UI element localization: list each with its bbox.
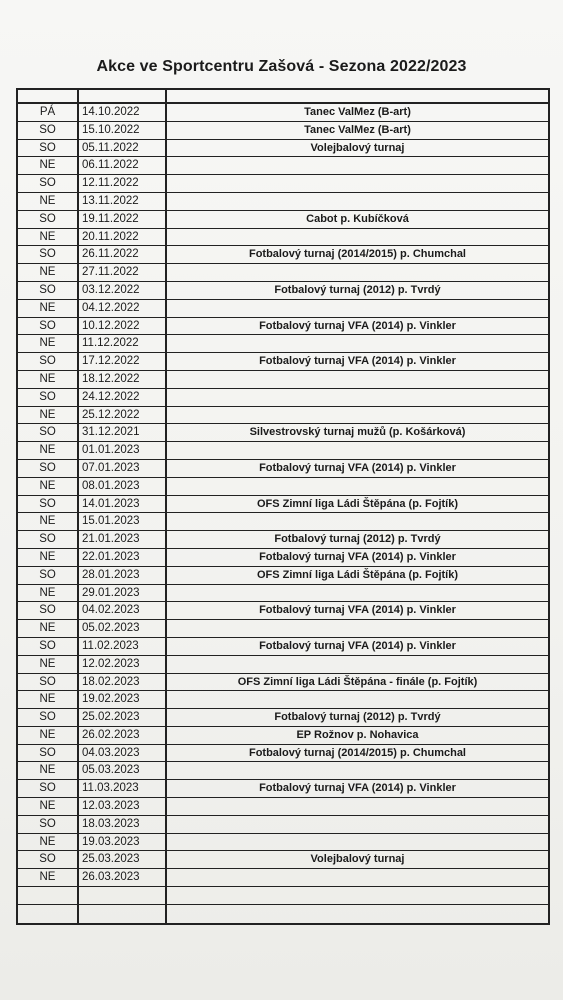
event-cell (167, 691, 548, 708)
table-row (18, 157, 548, 175)
table-row (18, 567, 548, 585)
table-row (18, 602, 548, 620)
event-cell (167, 157, 548, 174)
event-cell: Fotbalový turnaj VFA (2014) p. Vinkler (259, 319, 456, 332)
date-cell (79, 905, 167, 923)
table-row (18, 460, 548, 478)
table-row (18, 264, 548, 282)
date-cell: 11.02.2023 (79, 638, 167, 655)
table-row (18, 691, 548, 709)
date-cell: 03.12.2022 (79, 282, 167, 299)
schedule-table (16, 88, 550, 925)
table-row (18, 549, 548, 567)
event-cell (167, 887, 548, 904)
date-cell: 25.03.2023 (79, 851, 167, 868)
day-cell: SO (18, 122, 79, 139)
day-cell: NE (18, 264, 79, 281)
day-cell: PÁ (18, 104, 79, 121)
date-cell: 11.12.2022 (79, 335, 167, 352)
table-header-row (18, 90, 548, 104)
table-row (18, 478, 548, 496)
event-cell (167, 264, 548, 281)
table-row (18, 762, 548, 780)
day-cell: SO (18, 389, 79, 406)
day-cell: SO (18, 460, 79, 477)
table-row (18, 122, 548, 140)
table-row (18, 656, 548, 674)
table-row (18, 104, 548, 122)
event-cell: OFS Zimní liga Ládi Štěpána - finále (p. Fojtík) (237, 675, 478, 688)
day-cell: SO (18, 140, 79, 157)
day-cell: NE (18, 762, 79, 779)
table-row (18, 442, 548, 460)
date-cell: 05.02.2023 (79, 620, 167, 637)
event-cell: Fotbalový turnaj VFA (2014) p. Vinkler (259, 604, 456, 617)
date-cell: 13.11.2022 (79, 193, 167, 210)
date-cell: 26.11.2022 (79, 246, 167, 263)
date-cell (79, 887, 167, 904)
day-cell: NE (18, 691, 79, 708)
table-row (18, 816, 548, 834)
table-row (18, 905, 548, 923)
date-cell: 18.02.2023 (79, 674, 167, 691)
header-date-cell (79, 90, 167, 102)
day-cell: NE (18, 193, 79, 210)
date-cell: 14.01.2023 (79, 496, 167, 513)
day-cell: NE (18, 229, 79, 246)
date-cell: 08.01.2023 (79, 478, 167, 495)
event-cell (167, 585, 548, 602)
day-cell: SO (18, 674, 79, 691)
day-cell: SO (18, 851, 79, 868)
day-cell: NE (18, 656, 79, 673)
event-cell (167, 762, 548, 779)
table-row (18, 424, 548, 442)
date-cell: 19.11.2022 (79, 211, 167, 228)
date-cell: 29.01.2023 (79, 585, 167, 602)
event-cell: Fotbalový turnaj VFA (2014) p. Vinkler (259, 461, 456, 474)
table-row (18, 229, 548, 247)
event-cell: Fotbalový turnaj (2014/2015) p. Chumchal (248, 248, 466, 261)
day-cell (18, 887, 79, 904)
event-cell: Volejbalový turnaj (310, 853, 405, 866)
table-body (18, 104, 548, 923)
day-cell: NE (18, 798, 79, 815)
date-cell: 11.03.2023 (79, 780, 167, 797)
day-cell: SO (18, 709, 79, 726)
event-cell: Fotbalový turnaj (2014/2015) p. Chumchal (248, 746, 466, 759)
date-cell: 24.12.2022 (79, 389, 167, 406)
table-row (18, 353, 548, 371)
table-row (18, 513, 548, 531)
date-cell: 06.11.2022 (79, 157, 167, 174)
date-cell: 26.03.2023 (79, 869, 167, 886)
event-cell (167, 335, 548, 352)
table-row (18, 709, 548, 727)
date-cell: 04.12.2022 (79, 300, 167, 317)
day-cell: NE (18, 585, 79, 602)
date-cell: 15.01.2023 (79, 513, 167, 530)
day-cell: SO (18, 246, 79, 263)
event-cell (167, 905, 548, 923)
day-cell: SO (18, 175, 79, 192)
day-cell (18, 905, 79, 923)
date-cell: 22.01.2023 (79, 549, 167, 566)
event-cell (167, 229, 548, 246)
date-cell: 07.01.2023 (79, 460, 167, 477)
day-cell: SO (18, 496, 79, 513)
table-row (18, 745, 548, 763)
date-cell: 15.10.2022 (79, 122, 167, 139)
table-row (18, 887, 548, 905)
event-cell: EP Rožnov p. Nohavica (296, 728, 419, 741)
date-cell: 12.02.2023 (79, 656, 167, 673)
event-cell: Fotbalový turnaj VFA (2014) p. Vinkler (259, 355, 456, 368)
event-cell (167, 513, 548, 530)
day-cell: NE (18, 335, 79, 352)
event-cell: OFS Zimní liga Ládi Štěpána (p. Fojtík) (256, 568, 459, 581)
date-cell: 31.12.2021 (79, 424, 167, 441)
day-cell: NE (18, 300, 79, 317)
header-day-cell (18, 90, 79, 102)
date-cell: 04.02.2023 (79, 602, 167, 619)
day-cell: NE (18, 834, 79, 851)
table-row (18, 674, 548, 692)
event-cell (167, 442, 548, 459)
day-cell: SO (18, 211, 79, 228)
date-cell: 28.01.2023 (79, 567, 167, 584)
event-cell (167, 620, 548, 637)
table-row (18, 834, 548, 852)
event-cell: Fotbalový turnaj VFA (2014) p. Vinkler (259, 639, 456, 652)
event-cell: Fotbalový turnaj (2012) p. Tvrdý (274, 533, 441, 546)
event-cell (167, 407, 548, 424)
day-cell: SO (18, 602, 79, 619)
event-cell (167, 175, 548, 192)
date-cell: 25.12.2022 (79, 407, 167, 424)
date-cell: 27.11.2022 (79, 264, 167, 281)
date-cell: 10.12.2022 (79, 318, 167, 335)
header-event-cell (167, 90, 548, 102)
table-row (18, 798, 548, 816)
day-cell: NE (18, 549, 79, 566)
date-cell: 26.02.2023 (79, 727, 167, 744)
day-cell: NE (18, 478, 79, 495)
event-cell: Silvestrovský turnaj mužů (p. Košárková) (249, 426, 466, 439)
day-cell: NE (18, 513, 79, 530)
event-cell: Fotbalový turnaj VFA (2014) p. Vinkler (259, 782, 456, 795)
table-row (18, 780, 548, 798)
event-cell (167, 869, 548, 886)
table-row (18, 193, 548, 211)
table-row (18, 318, 548, 336)
event-cell: Tanec ValMez (B-art) (304, 123, 411, 136)
table-row (18, 869, 548, 887)
event-cell: Cabot p. Kubíčková (306, 212, 409, 225)
event-cell: Fotbalový turnaj (2012) p. Tvrdý (274, 711, 441, 724)
table-row (18, 638, 548, 656)
event-cell (167, 193, 548, 210)
day-cell: NE (18, 407, 79, 424)
event-cell: Volejbalový turnaj (310, 141, 405, 154)
event-cell (167, 371, 548, 388)
date-cell: 18.03.2023 (79, 816, 167, 833)
event-cell (167, 478, 548, 495)
table-row (18, 585, 548, 603)
event-cell (167, 300, 548, 317)
day-cell: SO (18, 816, 79, 833)
day-cell: SO (18, 745, 79, 762)
event-cell (167, 389, 548, 406)
table-row (18, 389, 548, 407)
date-cell: 20.11.2022 (79, 229, 167, 246)
day-cell: SO (18, 282, 79, 299)
table-row (18, 140, 548, 158)
table-row (18, 371, 548, 389)
event-cell: OFS Zimní liga Ládi Štěpána (p. Fojtík) (256, 497, 459, 510)
day-cell: NE (18, 157, 79, 174)
table-row (18, 211, 548, 229)
date-cell: 17.12.2022 (79, 353, 167, 370)
day-cell: SO (18, 638, 79, 655)
date-cell: 19.03.2023 (79, 834, 167, 851)
day-cell: NE (18, 727, 79, 744)
day-cell: NE (18, 371, 79, 388)
day-cell: SO (18, 531, 79, 548)
date-cell: 14.10.2022 (79, 104, 167, 121)
table-row (18, 335, 548, 353)
table-row (18, 246, 548, 264)
day-cell: SO (18, 424, 79, 441)
date-cell: 12.03.2023 (79, 798, 167, 815)
day-cell: SO (18, 567, 79, 584)
date-cell: 18.12.2022 (79, 371, 167, 388)
table-row (18, 727, 548, 745)
day-cell: NE (18, 620, 79, 637)
day-cell: SO (18, 318, 79, 335)
date-cell: 21.01.2023 (79, 531, 167, 548)
date-cell: 01.01.2023 (79, 442, 167, 459)
event-cell (167, 816, 548, 833)
event-cell (167, 656, 548, 673)
event-cell (167, 834, 548, 851)
day-cell: NE (18, 869, 79, 886)
event-cell: Tanec ValMez (B-art) (304, 106, 411, 118)
event-cell: Fotbalový turnaj VFA (2014) p. Vinkler (259, 550, 456, 563)
table-row (18, 620, 548, 638)
day-cell: SO (18, 780, 79, 797)
date-cell: 19.02.2023 (79, 691, 167, 708)
table-row (18, 175, 548, 193)
date-cell: 04.03.2023 (79, 745, 167, 762)
table-row (18, 496, 548, 514)
date-cell: 12.11.2022 (79, 175, 167, 192)
date-cell: 25.02.2023 (79, 709, 167, 726)
page-title: Akce ve Sportcentru Zašová - Sezona 2022/2023 (96, 58, 467, 75)
table-row (18, 282, 548, 300)
event-cell (167, 798, 548, 815)
table-row (18, 300, 548, 318)
table-row (18, 531, 548, 549)
table-row (18, 851, 548, 869)
table-row (18, 407, 548, 425)
date-cell: 05.11.2022 (79, 140, 167, 157)
event-cell: Fotbalový turnaj (2012) p. Tvrdý (274, 283, 441, 296)
day-cell: NE (18, 442, 79, 459)
day-cell: SO (18, 353, 79, 370)
date-cell: 05.03.2023 (79, 762, 167, 779)
